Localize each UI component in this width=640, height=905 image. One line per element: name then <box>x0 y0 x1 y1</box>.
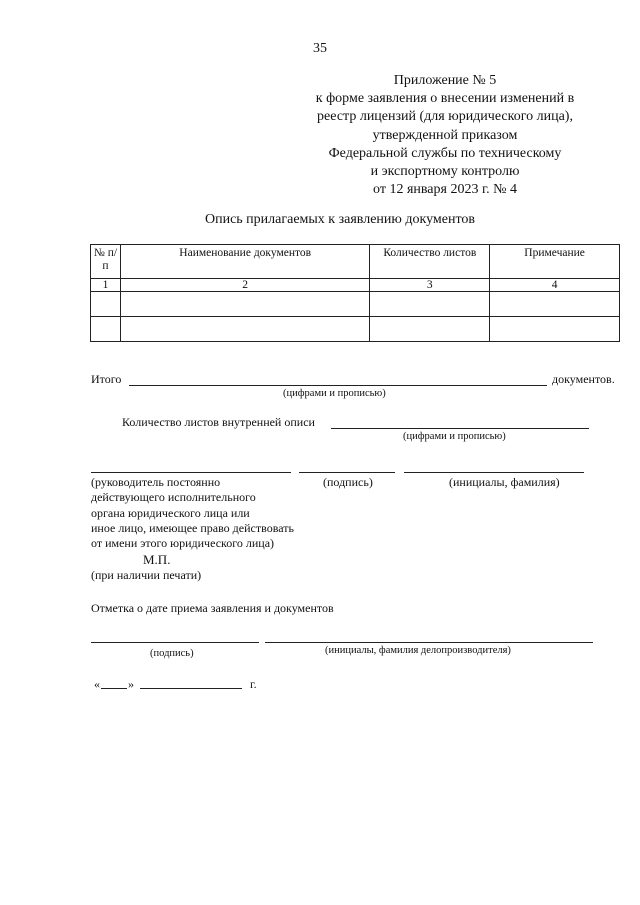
column-number: 2 <box>120 279 369 292</box>
receipt-label: Отметка о дате приема заявления и документов <box>91 601 334 615</box>
date-open-quote: « <box>94 677 100 691</box>
signer-role-line: органа юридического лица или <box>91 505 250 520</box>
signer-role-line: от имени этого юридического лица) <box>91 536 275 551</box>
document-title: Опись прилагаемых к заявлению документов <box>204 212 476 227</box>
table-column-numbers-row <box>91 279 620 292</box>
receipt-signature-hint: (подпись) <box>150 648 194 659</box>
stamp-label: М.П. <box>143 552 171 567</box>
table-cell[interactable] <box>370 317 490 342</box>
total-input-line[interactable] <box>129 385 547 386</box>
role-signature-line[interactable] <box>91 472 291 473</box>
signature-hint: (подпись) <box>323 475 373 489</box>
table-cell[interactable] <box>91 292 121 317</box>
appendix-line: реестр лицензий (для юридического лица), <box>317 109 573 125</box>
header-document-name: Наименование документов <box>120 245 369 279</box>
total-label: Итого <box>91 372 122 386</box>
appendix-header <box>300 72 590 199</box>
appendix-line: Приложение № 5 <box>393 73 497 88</box>
date-day-line[interactable] <box>101 688 127 689</box>
table-cell[interactable] <box>120 292 369 317</box>
date-year-suffix: г. <box>250 677 257 691</box>
inner-inventory-hint: (цифрами и прописью) <box>403 431 506 442</box>
signer-role <box>91 475 294 551</box>
appendix-line: и экспортному контролю <box>370 164 520 180</box>
signer-role-line: (руководитель постоянно <box>91 475 221 489</box>
page-number: 35 <box>313 41 327 56</box>
column-number: 3 <box>370 279 490 292</box>
table-row <box>91 292 620 317</box>
signer-role-line: действующего исполнительного <box>91 490 256 505</box>
total-hint: (цифрами и прописью) <box>283 388 386 399</box>
receipt-name-line[interactable] <box>265 642 593 643</box>
name-hint: (инициалы, фамилия) <box>449 475 560 489</box>
appendix-line: Федеральной службы по техническому <box>328 145 562 161</box>
appendix-line: утвержденной приказом <box>372 127 518 143</box>
date-month-line[interactable] <box>140 688 242 689</box>
date-close-quote: » <box>128 677 134 691</box>
column-number: 1 <box>91 279 121 292</box>
table-cell[interactable] <box>490 317 620 342</box>
name-line[interactable] <box>404 472 584 473</box>
column-number: 4 <box>490 279 620 292</box>
inner-inventory-input-line[interactable] <box>331 428 589 429</box>
table-cell[interactable] <box>120 317 369 342</box>
table-row <box>91 317 620 342</box>
receipt-name-hint: (инициалы, фамилия делопроизводителя) <box>325 645 511 656</box>
stamp-note: (при наличии печати) <box>91 568 202 582</box>
signature-line[interactable] <box>299 472 395 473</box>
header-number: № п/п <box>91 245 121 279</box>
total-suffix: документов. <box>552 372 615 386</box>
table-header-row <box>91 245 620 279</box>
header-note: Примечание <box>490 245 620 279</box>
table-cell[interactable] <box>370 292 490 317</box>
appendix-line: от 12 января 2023 г. № 4 <box>373 182 517 198</box>
inner-inventory-label: Количество листов внутренней описи <box>122 415 315 429</box>
signer-role-line: иное лицо, имеющее право действовать <box>91 520 294 535</box>
documents-table <box>90 244 620 342</box>
appendix-line: к форме заявления о внесении изменений в <box>315 91 575 107</box>
receipt-signature-line[interactable] <box>91 642 259 643</box>
table-cell[interactable] <box>91 317 121 342</box>
table-cell[interactable] <box>490 292 620 317</box>
header-sheet-count: Количество листов <box>370 245 490 279</box>
